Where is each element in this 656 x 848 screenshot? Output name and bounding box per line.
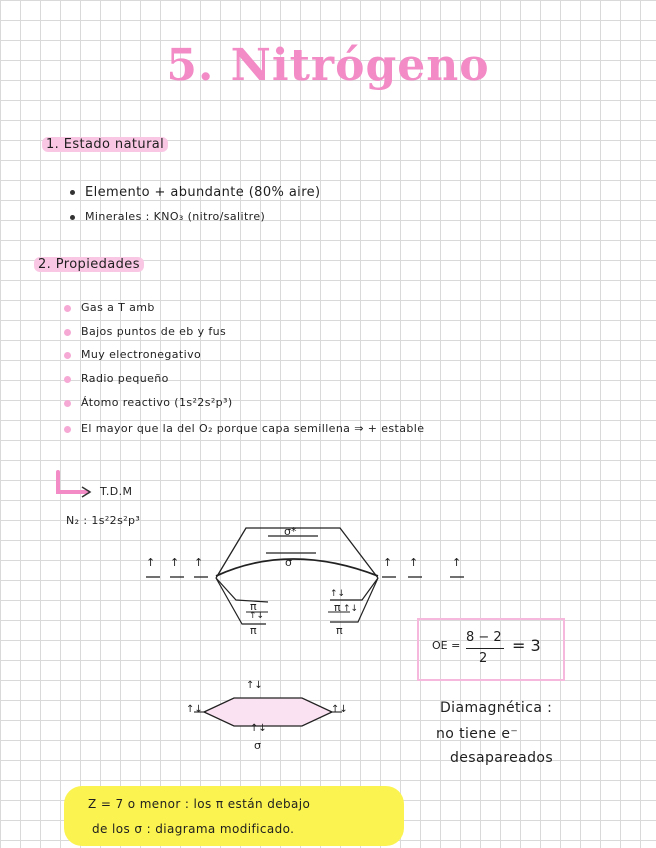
diamagnetic-line-2: no tiene e⁻ — [436, 726, 519, 742]
spin-up-left-3: ↑ — [194, 556, 204, 569]
section1-bullet-2 — [70, 210, 265, 223]
lower-spin-left: ↑↓ — [186, 704, 203, 715]
note-line-1: Z = 7 o menor : los π están debajo — [88, 797, 311, 811]
section2-bullet-2 — [64, 325, 226, 338]
section2-bullet-1 — [64, 301, 155, 314]
pink-bullet-icon — [64, 305, 71, 312]
oe-result: = 3 — [512, 636, 541, 655]
section1-bullet-1 — [70, 185, 321, 200]
section2-bullet-3 — [64, 348, 201, 361]
section2-bullet-3-text: Muy electronegativo — [81, 348, 202, 361]
left-pi-connector — [216, 578, 268, 602]
sigma-connector — [216, 559, 378, 576]
section2-bullet-6 — [64, 422, 424, 435]
section2-heading — [34, 257, 144, 272]
section2-bullet-5 — [64, 396, 233, 409]
section2-bullet-1-text: Gas a T amb — [81, 301, 155, 314]
section2-bullet-4 — [64, 372, 169, 385]
section1-heading — [42, 137, 168, 152]
section1-heading-text: 1. Estado natural — [42, 137, 168, 152]
hexagon-shape — [204, 698, 332, 726]
spin-pair-right-top: ↑↓ — [330, 589, 346, 599]
arrow-corner-icon — [52, 470, 102, 500]
yellow-highlight — [64, 786, 404, 846]
bullet-dot-icon — [70, 190, 75, 195]
lower-spin-right: ↑↓ — [331, 704, 348, 715]
spin-up-right-1: ↑ — [383, 556, 393, 569]
bullet-dot-icon — [70, 215, 75, 220]
tdm-label: T.D.M — [100, 485, 133, 498]
spin-pair-left: ↑↓ — [249, 611, 265, 621]
spin-up-left-2: ↑ — [170, 556, 180, 569]
pink-bullet-icon — [64, 400, 71, 407]
spin-up-left-1: ↑ — [146, 556, 156, 569]
label-pi-right-bottom: π — [336, 624, 343, 637]
lower-spin-top: ↑↓ — [246, 680, 263, 691]
section2-bullet-2-text: Bajos puntos de eb y fus — [81, 325, 227, 338]
note-line-2: de los σ : diagrama modificado. — [92, 822, 295, 836]
label-sigma-star: σ* — [284, 525, 297, 538]
spin-up-right-3: ↑ — [452, 556, 462, 569]
pink-bullet-icon — [64, 376, 71, 383]
oe-numerator: 8 − 2 — [466, 630, 502, 645]
section1-bullet-1-text: Elemento + abundante (80% aire) — [85, 185, 321, 200]
label-sigma: σ — [285, 556, 292, 569]
label-pi-left-bottom: π — [250, 624, 257, 637]
section2-heading-text: 2. Propiedades — [34, 257, 144, 272]
section2-bullet-6-text: El mayor que la del O₂ porque capa semillena ⇒ + estable — [81, 422, 425, 435]
fraction-bar — [466, 648, 504, 649]
diamagnetic-line-1: Diamagnética : — [440, 700, 553, 716]
section1-bullet-2-text: Minerales : KNO₃ (nitro/salitre) — [85, 210, 266, 223]
spin-up-right-2: ↑ — [409, 556, 419, 569]
page-title: 5. Nitrógeno — [166, 40, 490, 91]
oe-label: OE = — [432, 639, 461, 652]
oe-denominator: 2 — [479, 651, 488, 666]
pink-bullet-icon — [64, 352, 71, 359]
label-pi-right-top: π — [334, 601, 341, 614]
pink-bullet-icon — [64, 329, 71, 336]
electron-config: N₂ : 1s²2s²p³ — [66, 514, 141, 527]
pink-bullet-icon — [64, 426, 71, 433]
lower-mo-diagram — [190, 690, 350, 750]
label-pi-left-top: π — [250, 600, 257, 613]
lower-sigma-label: σ — [254, 739, 261, 752]
lower-spin-center: ↑↓ — [250, 723, 267, 734]
section2-bullet-4-text: Radio pequeño — [81, 372, 169, 385]
spin-pair-right-mid: ↑↓ — [343, 604, 359, 614]
section2-bullet-5-text: Átomo reactivo (1s²2s²p³) — [81, 396, 233, 409]
diamagnetic-line-3: desapareados — [450, 750, 554, 766]
